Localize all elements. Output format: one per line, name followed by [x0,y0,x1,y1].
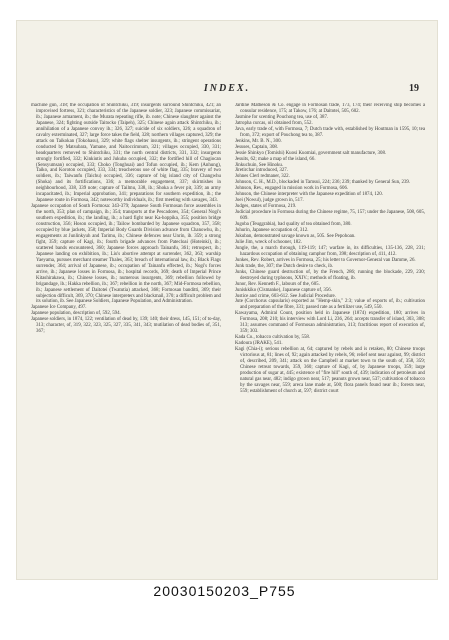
index-entry: Joei (Nowul), judge grown in, 517. [235,198,304,204]
index-entry: Jugoba (Teuggrabia), bad quality of tea obtained from, 380. [235,222,352,228]
index-entry: Jesuses, Captain, 308. [235,144,279,150]
page-header [31,83,423,97]
index-entry: Jesuits, 62; make a map of the island, 66. [235,156,316,162]
index-entry: Kadoura (JRAKE), 541. [235,341,283,347]
index-entry: Jardine Matheson & Co. engage in Formosan trade, 173, 174; their receiving ship becomes a consular residence, 175; at Takow, 176; at Daitotei, 505, 602. [235,103,425,114]
index-entry: Jungle, the, a march through, 119-119; 147; warfare in, its difficulties, 135-136, 228, 231; hazardous occupation of obtaining camphor from, 398; description of, 411, 412. [235,245,425,257]
index-entry: Johnson, Rev., engaged in mission work in Formosa, 606. [235,186,349,192]
index-entry: Jatropha curcas, oil obtained from, 552. [235,120,313,126]
index-entry: Japanese soldiers, in 1874, 122; ventilation of dead by, 139; 140; their dress, 145, 151; of to-day, 313; character, of, 319, 322, 323, 325, 327, 335, 341, 343; mutilation of dead bodies of, 351, 367; [31,317,221,335]
index-entry: Junor, Rev. Kenneth F., labours of the, 605. [235,281,320,287]
index-entry: Junk trade, the, 307; the Dutch desire to check, ib. [235,263,334,269]
index-entry: Japanese occupation of South Formosa: 343-379; Japanese South Formosan force assembles in the north, 353; plan of campaign, ib.; 354; transports at the Pescadores, 354; General Nogi's southern expedition, ib.; the landing, ib.; a hard fight near Ka-hoppika, 355; position bridge construction, 356; Hoson occupied, ib.; Tailow bombarded by Japanese squadron, 357, 358; occupied by blue jackets, 358; Imperial Body Guards Division advance from Chanowhu, ib.; engagements at Junlinkyuh and Tarimu, ib.; Chinese defences near Unrin, ib. 359; a strong fight, 359; capture of Kagi, ib.; fourth brigade advances from Patecloai (Hoteinki), ib.; scattered bands encountered, 360; Japanese forces approach Tainanfu, 361; retrospect, ib.; Japanese landing on exhibition, ib.; Liu's abortive attempt at surrender, 362, 363; warship Yaeyama, pursues merchant steamer Thales, 363; breach of international law, ib.; Black Flags surrender, 364; arrival of Japanese, ib.; occupation of Tainanfu effected, ib.; Nogi's forces arrive, ib.; Japanese losses in Formosa, ib.; hospital records, 369; death of Imperial Prince Kitashirakawa, ib.; Chinese losses, ib.; numerous insurgents, 369; rebellion followed by brigandage, ib.; Hakka rebellion, ib.; 367; rebellion in the north, 367; Mid-Formosa rebellion, ib.; Japanese settlement of Daitotei (Twatutia) attacked, 368; Formosan banditti, 369; their subjection difficult, 369, 370; Chinese interpreters and blackmail, 370; a difficult problem and its solution, ib. See Japanese Soldiers, Japanese Population, and Administration. [31,204,221,305]
index-entry: Juhurin, Japanese occupation of, 312. [235,228,309,234]
index-entry: Java, early trade of, with Formosa, 7; Dutch trade with, established by Houtman in 1595, 10; tea from, 372; export of Pouchong tea to, 387. [235,126,425,138]
index-entry: Jenkins, Mr. B. N., 300. [235,138,282,144]
index-entry: Jiretirchar introduced, 327. [235,168,288,174]
index-entry: Kagi (Chia-i); serious rebellion at, 64; captured by rebels and is retaken, 80; Chinese troops victorious at, 81; lines of, 92; again attacked by rebels, 96; relief sent near against, 99; district of, described, 209, 341; attack on the Campbell at market town to the south of, 358, 359; Chinese retreat towards, 359, 360; capture of Kagi, of, by Japanese troops, 359; large production of sugar at, 445; existence of "fire hill" south of, 439; indication of petroleum and natural gas near, 482; indigo grown near, 517; peanuts grown near, 537; cultivation of tobacco by the savages near, 559; areca lane made at, 500; flora panels found near ib.; forests near, 559; establishment of church at, 597; district court [235,347,425,394]
index-entry: Johnson, the Chinese interpreter with the Japanese expedition of 1874, 120. [235,192,383,198]
image-caption: 20030150203_P755 [153,583,296,599]
index-entry: Jasmine for scenting Pouchong tea, use of, 387. [235,114,329,120]
index-entry: Jessie Shinkyo (Tomishi) Kuosi Kuomiai, government salt manufacture, 308. [235,150,387,156]
book-page [16,20,438,580]
running-header-title: INDEX. [203,83,251,94]
index-entry: Julie Jim, wreck of schooner, 182. [235,239,302,245]
index-entry: Johnes Clerl redmaner, 322. [235,174,290,180]
index-entry: Justice and crime, 603-612. See Judicial Procedure. [235,293,336,299]
index-entry: Japanese Ice Company, 497. [31,305,87,311]
index-entry: Kawayama, Admiral Count, position held in Japanese (1874) expedition, 180; arrives in Formosa, 208; 210; his interview with Lord Li, 236, 264; accepts transfer of island, 303, 308; 313; assumes command of Formosan administration, 313; fractitious report of execution of, 359; 303. [235,311,425,335]
index-entry: Japanese population, description of, 592, 594. [31,311,121,317]
index-entry: Jukuban, demonstrated savage known as, 505. See Pepohoan. [235,233,356,239]
index-entry: Kada Co., tobacco cultivation by, 558. [235,335,311,341]
index-columns [31,103,425,553]
index-entry: Jinkuchuin, See Hinoku. [235,162,284,168]
index-right-column [235,103,425,553]
index-entry: Junks, Chinese guard destruction of, by the French, 286; running the blockade, 229, 230; destroyed during typhoons, XXIV.; methods of floating, ib. [235,269,425,281]
index-entry: Jute (Corchorus capsularis) exported as "Hemp-skin," 2:3; value of exports of, ib.; cultivation and preparation of the fibre, 331; passed rate as a fertilizer use, 549, 550. [235,299,425,311]
index-entry: Judicial procedure in Formosa during the Chinese regime, 75, 157; under the Japanese, 508, 605, 609. [235,210,425,222]
index-left-column [31,103,221,553]
index-entry: Johnson, C. H., M.D., blockaded in Tamsui, 224; 236; 239; thanked by General Sun, 239. [235,180,411,186]
index-entry: Juniskkiko (Clsmanke), Japanese capture of, 356. [235,287,332,293]
index-entry: Judges, states of Formosa, 219. [235,204,297,210]
index-entry: Junkes, Rev. Robert, arrives in Formosa, 25; his letter to Governor-General van Damme, 26. [235,257,416,263]
page-number: 19 [409,83,419,94]
index-entry: machine gun, 318; the occupation of Shintchiku, 319; insurgents surround Shintchiku, 421; an improvised fortress, 321; characteristics of the Japanese soldier, 323; Japanese commissariat, ib.; Japanese armament, ib.; the Murata repeating rifle, ib. note; Chinese slaughter against the Japanese, 324; fighting outside Taitocko (Taipeh), 325; Chinese again attack Shintchiku, ib.; annihilation of a Japanese convoy ib.; 326, 327; suicide of six soldiers, 326; a squadron of cavalry exterminated, 327; large force takes the field, 328; northern villages captured, 329; the attack on Taikokan (Tokohasu), 329; white flags shelter insurgents, ib.; stringent operations conducted by Matsubara, Yamane, and Naitoccimnum, 321; villages occupied, 330, 331; headquarters removed to Shintchiku, 331; the north central districts, 331, 332; insurgents strongly fortified, 332; Kinkiutis and Jukuba occupied, 332; the fortified hill of Chagiocan (Sensyumsan) occupied, 333; Choko (Tonghuai) and Tofun occupied, ib.; Kem (Anhung), Taiko, and Koroton occupied, 333, 334; treacherous use of white flag, 335; bravery of two soldiers, ib.; Taiwanfu (Taichu) occupied, 336; capture of big island city of Changwhu (Shoka) and its fortifications, 336; a memorable engagement, 337; skirmishes in neighbourhood, 338, 339 note; capture of Tailmu, 338, ib.; Shoka a fever pit, 339; an army incapacitated, ib.; Imperial approbation, 341; preparations for southern expedition, ib.; the Japanese route in Formosa, 342; noteworthy individuals, ib.; first meeting with savages, 343. [31,103,221,204]
